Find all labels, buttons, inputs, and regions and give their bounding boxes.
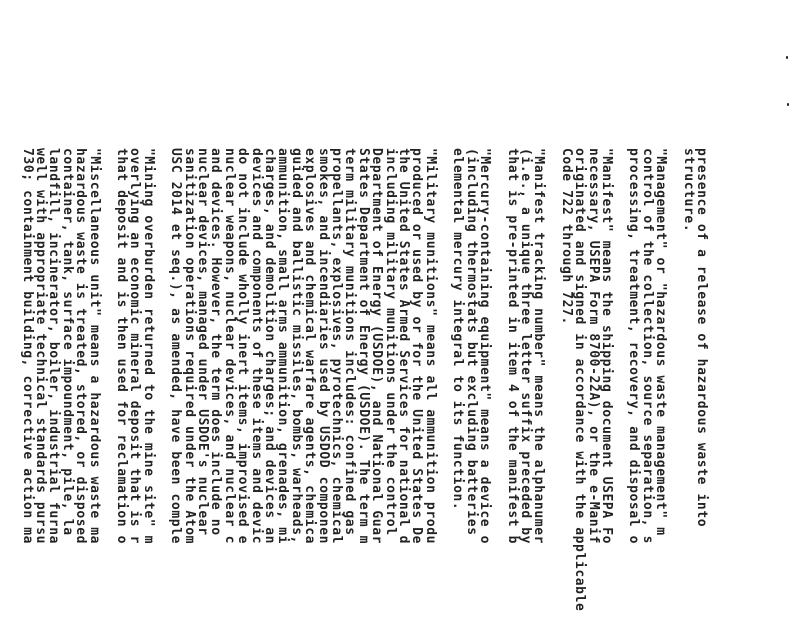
text-line: originated and signed in accordance with the applicable — [572, 148, 588, 612]
text-line: Department of Energy (USDOE), and National Guar — [369, 148, 385, 545]
text-line: "Miscellaneous unit" means a hazardous waste ma — [86, 148, 102, 545]
text-line: (including thermostats but excluding batteries — [463, 148, 479, 536]
text-line: "Manifest tracking number" means the alphanumer — [531, 148, 547, 545]
paragraph-mining-overburden — [115, 148, 155, 618]
rotated-text-block — [19, 148, 709, 618]
paragraph-manifest-tracking — [505, 148, 545, 618]
text-line: "Management" or "hazardous waste management" m — [653, 148, 669, 536]
text-line: 730; containment building, corrective action ma — [19, 148, 35, 545]
paragraph-manifest — [559, 148, 613, 618]
scan-speck — [786, 56, 788, 59]
text-line: guided and ballistic missiles, bombs, warheads, — [288, 148, 304, 545]
text-line: term military munitions includes: confined gas — [342, 148, 358, 536]
text-line: nuclear devices, managed under USDOE's nuclear — [195, 148, 210, 536]
text-line: overlying an economic mineral deposit that is r — [127, 148, 143, 545]
text-line: processing, treatment, recovery, and disposal o — [626, 148, 642, 545]
text-line: smokes, and incendiaries used by USDOD componen — [315, 148, 331, 545]
text-line: nuclear weapons, nuclear devices, and nuclear c — [221, 148, 237, 545]
text-line: do not include wholly inert items, improvised e — [235, 148, 251, 545]
text-line: produced or used by or for the United States De — [409, 148, 425, 545]
text-line: (i.e., a unique three letter suffix preceded by — [517, 148, 533, 545]
text-line: necessary, USEPA Form 8700-22A), or the e-Manif — [585, 148, 601, 545]
text-line: that is pre-printed in item 4 of the manifest b — [504, 148, 520, 545]
text-line: explosives and chemical warfare agents, chemica — [302, 148, 318, 545]
text-line: presence of a release of hazardous waste into — [694, 148, 709, 528]
text-line: and devices. However, the term does include no — [208, 148, 224, 536]
paragraph-military-munitions — [169, 148, 437, 618]
text-line: structure. — [680, 148, 696, 233]
text-line: propellants, explosives, pyrotechnics, chemical — [329, 148, 345, 545]
text-line: elemental mercury integral to its function. — [450, 148, 466, 511]
text-line: charges, and demolition charges; and devices an — [262, 148, 278, 545]
text-line: that deposit and is then used for reclamation o — [113, 148, 129, 545]
paragraph-miscellaneous-unit — [20, 148, 100, 618]
paragraph-presence — [681, 148, 708, 618]
text-line: landfill, incinerator, boiler, industrial furna — [46, 148, 62, 545]
text-line: hazardous waste is treated, stored, or disposed — [73, 148, 89, 545]
text-line: States Department of Energy (USDOE). The term m — [355, 148, 371, 545]
text-line: control of the collection, source separation, s — [639, 148, 655, 545]
paragraph-mercury — [451, 148, 491, 618]
text-line: USC 2014 et seq.), as amended, have been comple — [168, 148, 184, 545]
text-line: including military munitions under the control — [382, 148, 398, 536]
text-line: devices and components of these items and devic — [248, 148, 264, 545]
text-line: "Manifest" means the shipping document USEPA Fo — [598, 148, 614, 545]
text-line: "Mercury-containing equipment" means a device o — [477, 148, 493, 545]
text-line: container, tank, surface impoundment, pile, la — [59, 148, 75, 536]
text-line: Code 722 through 727. — [558, 148, 574, 325]
text-line: ammunition, small arms ammunition, grenades, mi — [275, 148, 291, 545]
text-line: sanitization operations required under the Atom — [181, 148, 197, 545]
text-line: "Mining overburden returned to the mine site" m — [140, 148, 156, 545]
paragraph-management — [627, 148, 667, 618]
scan-speck — [787, 103, 789, 106]
text-line: well with appropriate technical standards pursu — [32, 148, 48, 545]
text-line: the United States Armed Services for national d — [396, 148, 412, 545]
text-line: "Military munitions" means all ammunition produ — [422, 148, 438, 545]
